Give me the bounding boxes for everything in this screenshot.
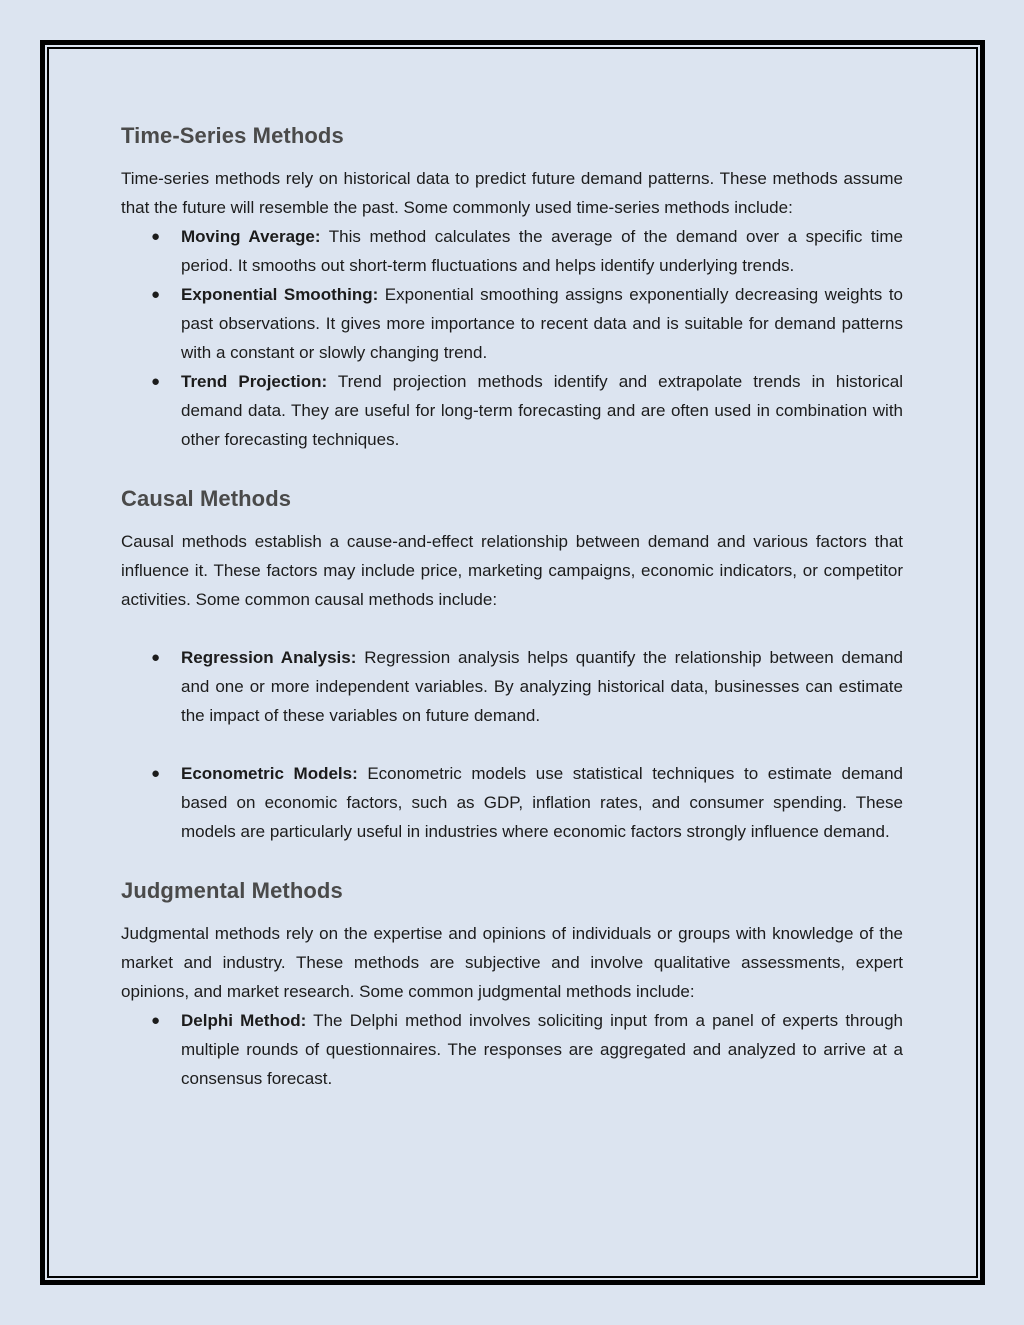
causal-list-2 bbox=[121, 759, 903, 846]
item-text: The Delphi method involves soliciting input from a panel of experts through multiple rounds of questionnaires. The responses are aggregated and analyzed to arrive at a consensus forecast. bbox=[181, 1011, 903, 1088]
item-term: Exponential Smoothing: bbox=[181, 285, 379, 304]
item-text: Econometric models use statistical techniques to estimate demand based on economic factors, such as GDP, inflation rates, and consumer spending. These models are particularly useful in industries where economic factors strongly influence demand. bbox=[181, 764, 903, 841]
item-term: Econometric Models: bbox=[181, 764, 358, 783]
bullet-icon: ● bbox=[151, 1012, 161, 1029]
list-item bbox=[121, 280, 903, 367]
causal-list bbox=[121, 643, 903, 730]
item-term: Moving Average: bbox=[181, 227, 321, 246]
section-intro-time-series: Time-series methods rely on historical data to predict future demand patterns. These methods assume that the future will resemble the past. Some commonly used time-series methods include: bbox=[121, 169, 903, 217]
item-text: Trend projection methods identify and extrapolate trends in historical demand data. They are useful for long-term forecasting and are often used in combination with other forecasting techniques. bbox=[181, 372, 903, 449]
bullet-icon: ● bbox=[151, 765, 161, 782]
list-item bbox=[121, 1006, 903, 1093]
item-text: This method calculates the average of the demand over a specific time period. It smooths out short-term fluctuations and helps identify underlying trends. bbox=[181, 227, 903, 275]
item-text: Regression analysis helps quantify the relationship between demand and one or more independent variables. By analyzing historical data, businesses can estimate the impact of these variables on future demand. bbox=[181, 648, 903, 725]
bullet-icon: ● bbox=[151, 649, 161, 666]
section-heading-judgmental: Judgmental Methods bbox=[121, 878, 343, 903]
list-item bbox=[121, 643, 903, 730]
section-heading-time-series: Time-Series Methods bbox=[121, 123, 344, 148]
document-body bbox=[121, 118, 903, 1093]
section-heading-causal: Causal Methods bbox=[121, 486, 292, 511]
list-item bbox=[121, 222, 903, 280]
bullet-icon: ● bbox=[151, 286, 161, 303]
section-intro-causal: Causal methods establish a cause-and-effect relationship between demand and various factors that influence it. These factors may include price, marketing campaigns, economic indicators, or competitor activities. Some common causal methods include: bbox=[121, 532, 903, 609]
time-series-list bbox=[121, 222, 903, 454]
item-term: Delphi Method: bbox=[181, 1011, 307, 1030]
bullet-icon: ● bbox=[151, 373, 161, 390]
section-intro-judgmental: Judgmental methods rely on the expertise and opinions of individuals or groups with knowledge of the market and industry. These methods are subjective and involve qualitative assessments, expert opinions, and market research. Some common judgmental methods include: bbox=[121, 924, 903, 1001]
bullet-icon: ● bbox=[151, 228, 161, 245]
list-item bbox=[121, 759, 903, 846]
judgmental-list bbox=[121, 1006, 903, 1093]
item-term: Regression Analysis: bbox=[181, 648, 357, 667]
list-item bbox=[121, 367, 903, 454]
item-term: Trend Projection: bbox=[181, 372, 328, 391]
item-text: Exponential smoothing assigns exponentially decreasing weights to past observations. It gives more importance to recent data and is suitable for demand patterns with a constant or slowly changing trend. bbox=[181, 285, 903, 362]
